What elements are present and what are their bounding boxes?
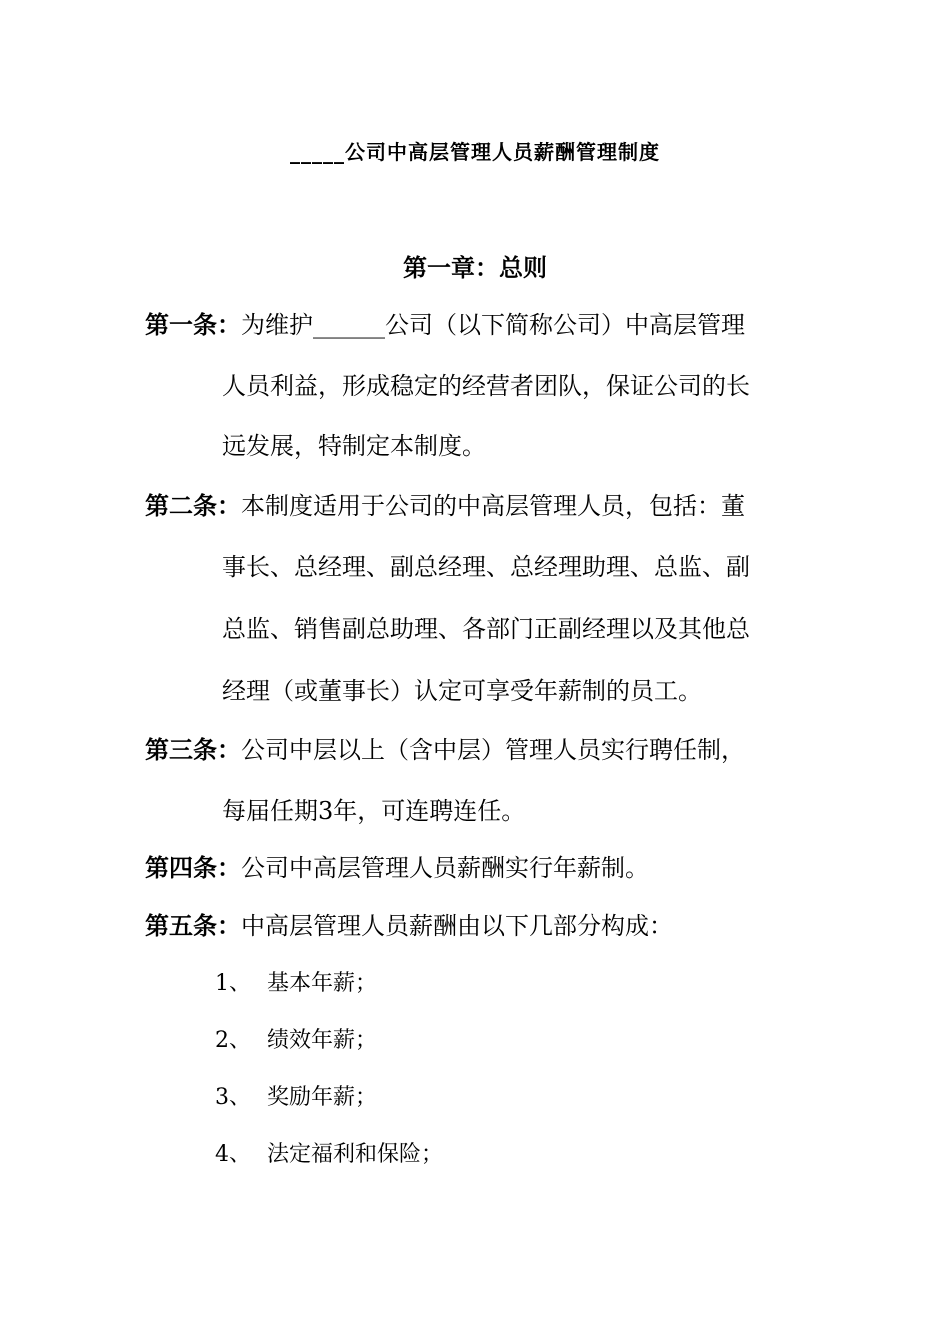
article-2-line-1 <box>145 490 745 522</box>
article-1-line-1 <box>145 309 745 341</box>
list-item <box>215 1025 377 1057</box>
article-text: 中高层管理人员薪酬由以下几部分构成： <box>241 912 673 940</box>
list-item <box>215 1139 443 1171</box>
article-2-line-2: 事长、总经理、副总经理、总经理助理、总监、副 <box>222 553 750 581</box>
article-text: 为维护______公司（以下简称公司）中高层管理 <box>241 311 745 339</box>
article-5-line-1 <box>145 910 673 942</box>
list-item-number: 2、 <box>215 1028 251 1053</box>
article-label: 第四条： <box>145 854 241 882</box>
list-item-text: 奖励年薪； <box>267 1085 378 1110</box>
document-title: _____公司中高层管理人员薪酬管理制度 <box>290 140 660 164</box>
chapter-heading: 第一章：总则 <box>403 254 547 282</box>
article-1-line-3: 远发展，特制定本制度。 <box>222 432 486 460</box>
list-item <box>215 1082 377 1114</box>
article-label: 第一条： <box>145 311 241 339</box>
article-3-line-2: 每届任期3年，可连聘连任。 <box>222 797 526 825</box>
list-item-number: 1、 <box>215 971 251 996</box>
article-label: 第二条： <box>145 492 241 520</box>
article-label: 第三条： <box>145 736 241 764</box>
list-item-text: 法定福利和保险； <box>267 1142 444 1167</box>
article-2-line-3: 总监、销售副总助理、各部门正副经理以及其他总 <box>222 615 750 643</box>
list-item-text: 绩效年薪； <box>267 1028 378 1053</box>
article-text: 公司中层以上（含中层）管理人员实行聘任制， <box>241 736 745 764</box>
article-1-line-2: 人员利益，形成稳定的经营者团队，保证公司的长 <box>222 372 750 400</box>
article-4-line-1 <box>145 852 649 884</box>
list-item-number: 3、 <box>215 1085 251 1110</box>
article-text: 本制度适用于公司的中高层管理人员，包括：董 <box>241 492 745 520</box>
article-2-line-4: 经理（或董事长）认定可享受年薪制的员工。 <box>222 677 702 705</box>
article-label: 第五条： <box>145 912 241 940</box>
list-item-number: 4、 <box>215 1142 251 1167</box>
article-3-line-1 <box>145 734 745 766</box>
list-item-text: 基本年薪； <box>267 971 378 996</box>
list-item <box>215 968 377 1000</box>
article-text: 公司中高层管理人员薪酬实行年薪制。 <box>241 854 649 882</box>
